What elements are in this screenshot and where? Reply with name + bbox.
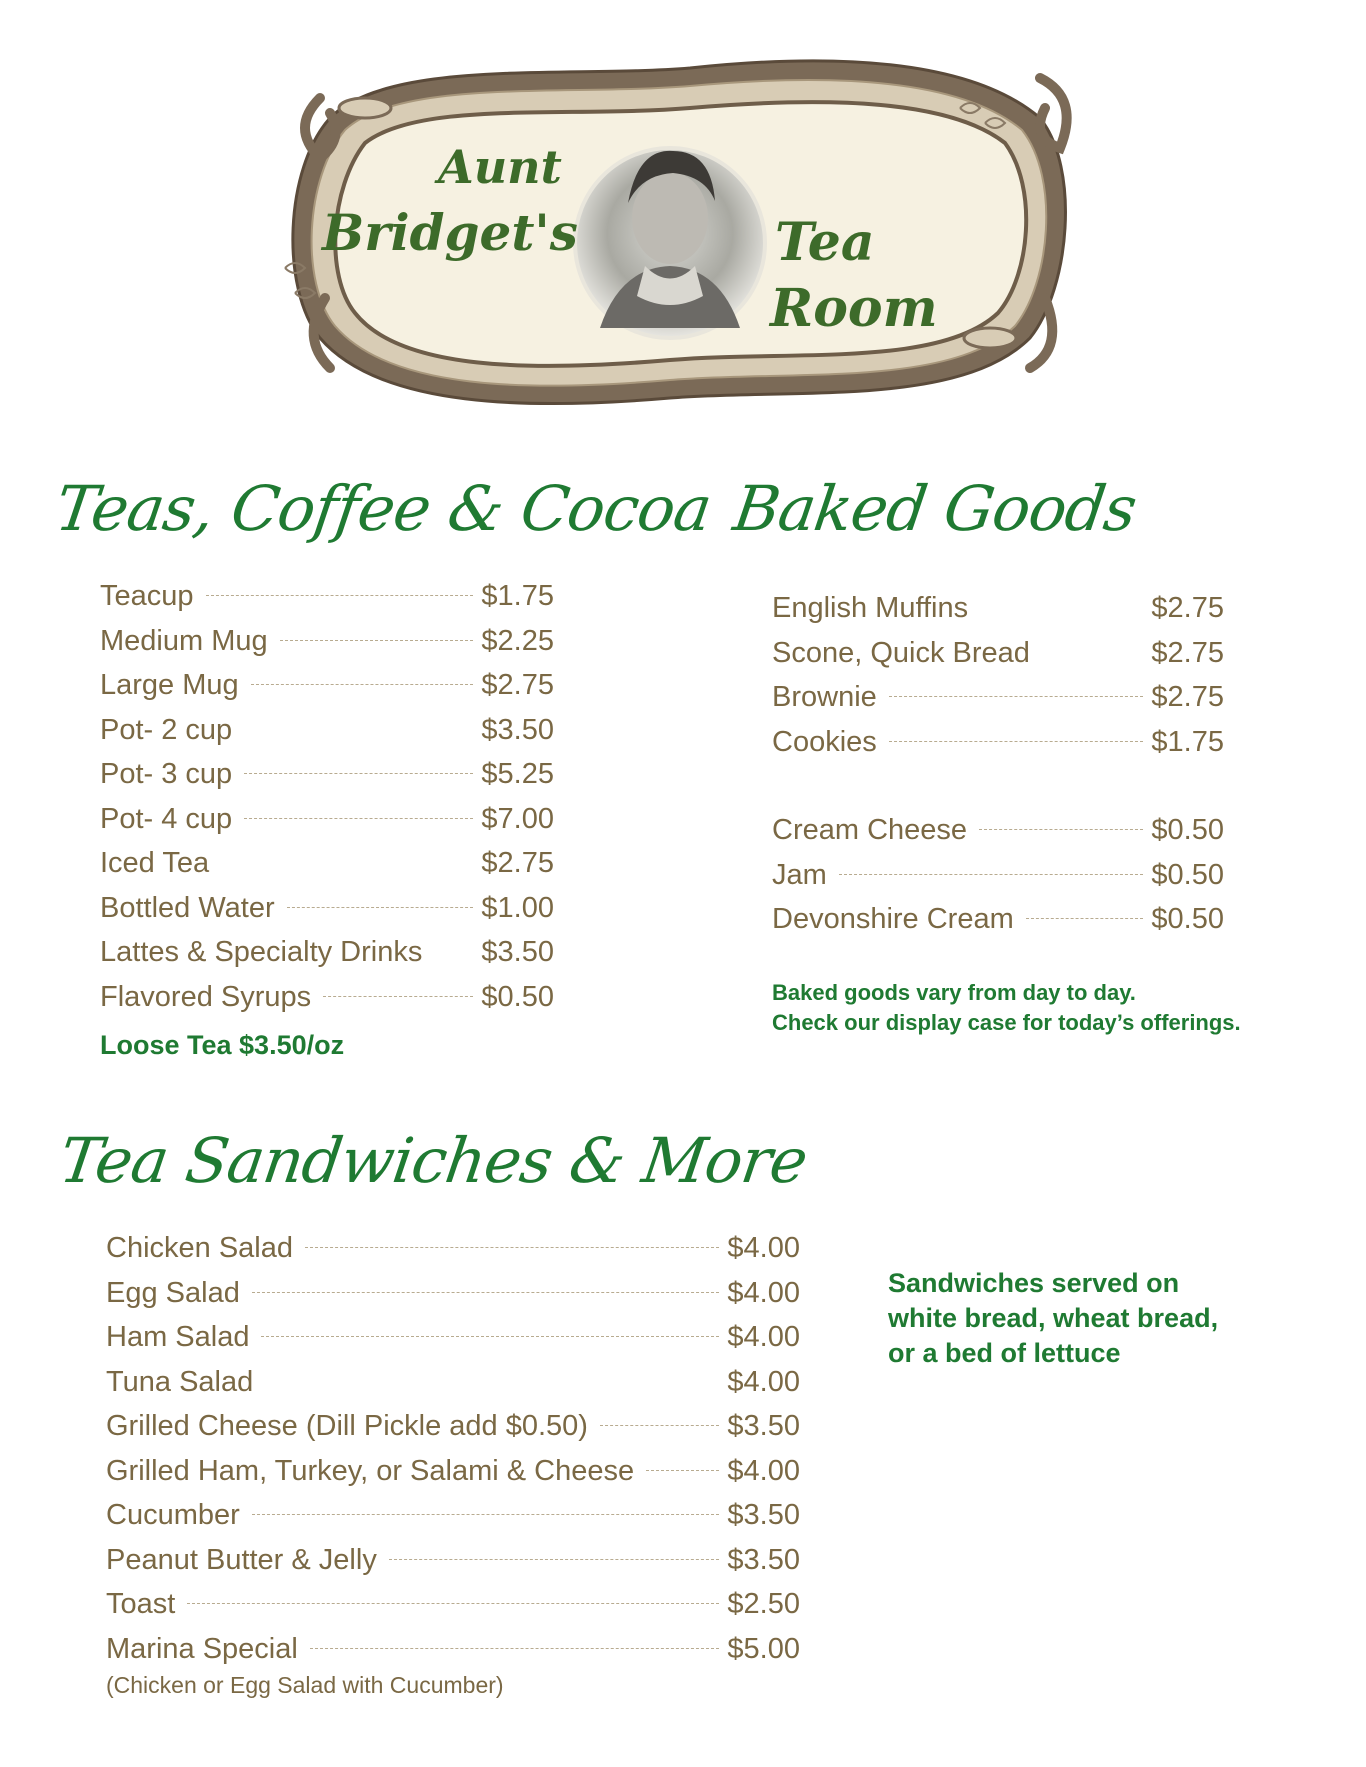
menu-item-name: Devonshire Cream xyxy=(772,903,1014,935)
tea-room-logo xyxy=(270,38,1090,428)
menu-item-price: $3.50 xyxy=(727,1543,800,1576)
dotted-leader xyxy=(305,1247,719,1248)
menu-item-price: $2.75 xyxy=(1151,681,1224,713)
section-title-teas: Teas, Coffee & Cocoa xyxy=(51,472,716,545)
baked-extras-list xyxy=(772,814,1224,948)
dotted-leader xyxy=(389,1559,720,1560)
menu-item-price: $0.50 xyxy=(481,980,554,1013)
menu-item-name: English Muffins xyxy=(772,592,969,624)
dotted-leader xyxy=(646,1470,719,1471)
menu-item-row xyxy=(100,625,554,670)
teas-list xyxy=(100,580,554,1025)
menu-item-row xyxy=(100,936,554,981)
menu-item-row xyxy=(106,1321,800,1366)
dotted-leader xyxy=(221,862,473,863)
sandwiches-list xyxy=(106,1232,800,1677)
logo-line-room: Room xyxy=(770,278,938,339)
menu-item-price: $2.25 xyxy=(481,624,554,657)
menu-item-name: Flavored Syrups xyxy=(100,980,312,1013)
menu-item-price: $2.75 xyxy=(481,669,554,701)
menu-item-price: $4.00 xyxy=(727,1365,800,1398)
menu-item-price: $3.50 xyxy=(481,713,554,746)
loose-tea-note: Loose Tea $3.50/oz xyxy=(100,1030,345,1060)
menu-item-row xyxy=(106,1410,800,1455)
menu-item-name: Bottled Water xyxy=(100,891,275,924)
dotted-leader xyxy=(252,1292,720,1293)
menu-item-name: Ham Salad xyxy=(106,1321,250,1353)
menu-item-row xyxy=(772,592,1224,637)
menu-item-price: $4.00 xyxy=(727,1454,800,1487)
dotted-leader xyxy=(600,1425,719,1426)
menu-item-price: $1.75 xyxy=(1151,725,1224,758)
menu-item-name: Grilled Ham, Turkey, or Salami & Cheese xyxy=(106,1454,635,1487)
menu-item-row xyxy=(772,859,1224,904)
menu-item-row xyxy=(106,1455,800,1500)
menu-item-row xyxy=(106,1499,800,1544)
dotted-leader xyxy=(187,1603,719,1604)
menu-item-row xyxy=(772,814,1224,859)
menu-item-row xyxy=(106,1277,800,1322)
menu-item-row xyxy=(100,981,554,1026)
menu-item-name: Egg Salad xyxy=(106,1276,240,1309)
menu-item-row xyxy=(772,681,1224,726)
menu-item-row xyxy=(106,1366,800,1411)
menu-item-row xyxy=(100,714,554,759)
menu-item-price: $2.75 xyxy=(1151,592,1224,624)
menu-item-row xyxy=(100,669,554,714)
dotted-leader xyxy=(206,595,474,596)
menu-item-row xyxy=(106,1544,800,1589)
menu-item-row xyxy=(772,726,1224,771)
menu-item-row xyxy=(772,637,1224,682)
menu-item-name: Iced Tea xyxy=(100,847,210,879)
menu-item-price: $2.75 xyxy=(1151,636,1224,669)
menu-item-row xyxy=(100,803,554,848)
menu-item-row xyxy=(106,1232,800,1277)
dotted-leader xyxy=(261,1336,719,1337)
sandwich-note-line2: white bread, wheat bread, xyxy=(888,1303,1219,1333)
logo-line-aunt: Aunt xyxy=(438,140,562,194)
menu-item-row xyxy=(106,1588,800,1633)
dotted-leader xyxy=(839,874,1144,875)
baked-note-line2: Check our display case for today’s offerings. xyxy=(772,1010,1241,1035)
menu-item-price: $2.75 xyxy=(481,847,554,879)
section-title-baked: Baked Goods xyxy=(729,472,1141,545)
dotted-leader xyxy=(287,907,474,908)
menu-item-name: Lattes & Specialty Drinks xyxy=(100,936,423,968)
dotted-leader xyxy=(434,951,473,952)
menu-item-row xyxy=(100,847,554,892)
menu-item-name: Large Mug xyxy=(100,669,239,701)
menu-item-price: $4.00 xyxy=(727,1276,800,1309)
marina-special-note: (Chicken or Egg Salad with Cucumber) xyxy=(106,1672,504,1698)
menu-item-row xyxy=(772,903,1224,948)
menu-item-name: Pot- 2 cup xyxy=(100,713,233,746)
menu-item-name: Marina Special xyxy=(106,1632,298,1665)
menu-item-price: $0.50 xyxy=(1151,814,1224,846)
dotted-leader xyxy=(979,829,1143,830)
menu-item-row xyxy=(100,758,554,803)
dotted-leader xyxy=(889,741,1144,742)
menu-item-name: Toast xyxy=(106,1588,176,1620)
dotted-leader xyxy=(251,684,474,685)
baked-note-line1: Baked goods vary from day to day. xyxy=(772,980,1136,1005)
menu-item-row xyxy=(106,1633,800,1678)
menu-item-name: Jam xyxy=(772,858,827,891)
section-title-sandwiches: Tea Sandwiches & More xyxy=(55,1124,812,1197)
dotted-leader xyxy=(1042,652,1144,653)
menu-item-name: Cucumber xyxy=(106,1499,240,1531)
dotted-leader xyxy=(252,1514,720,1515)
menu-item-price: $4.00 xyxy=(727,1321,800,1353)
menu-item-price: $3.50 xyxy=(727,1499,800,1531)
dotted-leader xyxy=(310,1648,720,1649)
menu-item-price: $3.50 xyxy=(481,936,554,968)
dotted-leader xyxy=(980,607,1143,608)
dotted-leader xyxy=(323,996,473,997)
sandwich-note-line3: or a bed of lettuce xyxy=(888,1338,1121,1368)
menu-item-name: Cream Cheese xyxy=(772,814,968,846)
menu-item-price: $1.00 xyxy=(481,891,554,924)
menu-item-name: Chicken Salad xyxy=(106,1232,293,1264)
baked-goods-list xyxy=(772,592,1224,770)
dotted-leader xyxy=(265,1381,719,1382)
menu-item-price: $0.50 xyxy=(1151,858,1224,891)
ornate-frame-icon xyxy=(270,38,1090,428)
menu-item-name: Cookies xyxy=(772,725,877,758)
menu-item-name: Teacup xyxy=(100,580,194,612)
menu-item-price: $7.00 xyxy=(481,802,554,835)
menu-item-name: Pot- 4 cup xyxy=(100,802,233,835)
menu-item-name: Medium Mug xyxy=(100,624,268,657)
dotted-leader xyxy=(244,729,473,730)
menu-item-row xyxy=(100,892,554,937)
menu-item-price: $0.50 xyxy=(1151,903,1224,935)
dotted-leader xyxy=(244,818,473,819)
sandwich-note-line1: Sandwiches served on xyxy=(888,1268,1180,1298)
menu-item-row xyxy=(100,580,554,625)
dotted-leader xyxy=(1026,918,1144,919)
dotted-leader xyxy=(889,696,1144,697)
menu-item-price: $3.50 xyxy=(727,1410,800,1442)
menu-item-name: Tuna Salad xyxy=(106,1365,254,1398)
menu-item-name: Grilled Cheese (Dill Pickle add $0.50) xyxy=(106,1410,588,1442)
menu-item-name: Scone, Quick Bread xyxy=(772,636,1030,669)
dotted-leader xyxy=(280,640,474,641)
menu-item-price: $1.75 xyxy=(481,580,554,612)
logo-line-bridgets: Bridget's xyxy=(322,203,578,262)
dotted-leader xyxy=(244,773,473,774)
menu-item-name: Brownie xyxy=(772,681,877,713)
menu-item-price: $4.00 xyxy=(727,1232,800,1264)
menu-item-price: $2.50 xyxy=(727,1588,800,1620)
menu-item-name: Peanut Butter & Jelly xyxy=(106,1543,377,1576)
logo-line-tea: Tea xyxy=(775,212,875,273)
menu-item-price: $5.25 xyxy=(481,758,554,790)
menu-item-price: $5.00 xyxy=(727,1632,800,1665)
menu-item-name: Pot- 3 cup xyxy=(100,758,233,790)
